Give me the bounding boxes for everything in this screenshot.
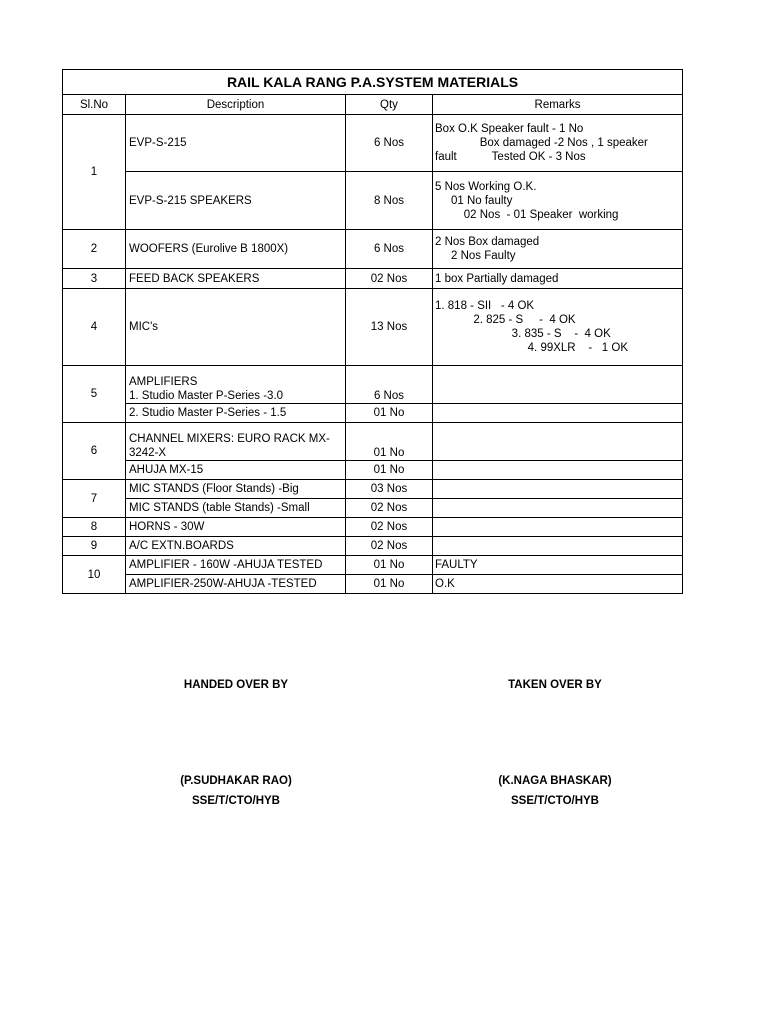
table-row (63, 518, 683, 537)
description-line: AMPLIFIERS (129, 376, 198, 388)
remarks (433, 461, 683, 480)
table-row (63, 230, 683, 269)
remark-line: 01 No faulty (435, 194, 513, 207)
remarks (433, 289, 683, 366)
header-description: Description (126, 95, 346, 115)
header-row (63, 95, 683, 115)
materials-table (62, 69, 683, 594)
table-row (63, 172, 683, 230)
remarks (433, 575, 683, 594)
description: WOOFERS (Eurolive B 1800X) (126, 230, 346, 269)
sl-no: 8 (63, 518, 126, 537)
description: AHUJA MX-15 (126, 461, 346, 480)
qty: 01 No (346, 423, 433, 461)
qty: 02 Nos (346, 537, 433, 556)
remarks (433, 480, 683, 499)
remark-line: 2 Nos Faulty (435, 250, 516, 262)
remark-line: Box damaged -2 Nos , 1 speaker (435, 137, 648, 149)
remarks (433, 404, 683, 423)
sl-no: 5 (63, 366, 126, 423)
header-qty: Qty (346, 95, 433, 115)
remark-line: 4. 99XLR - 1 OK (435, 342, 629, 354)
handed-over-name: (P.SUDHAKAR RAO) (180, 775, 292, 787)
remark-line: O.K (435, 578, 455, 590)
table-row (63, 575, 683, 594)
description: EVP-S-215 SPEAKERS (126, 172, 346, 230)
description: AMPLIFIER - 160W -AHUJA TESTED (126, 556, 346, 575)
remark-line: Box O.K Speaker fault - 1 No (435, 123, 584, 135)
description: EVP-S-215 (126, 115, 346, 172)
qty: 01 No (346, 461, 433, 480)
table-row (63, 537, 683, 556)
remarks (433, 366, 683, 404)
remarks (433, 269, 683, 289)
table-row (63, 404, 683, 423)
table-row (63, 269, 683, 289)
qty: 01 No (346, 556, 433, 575)
remark-line: 5 Nos Working O.K. (435, 180, 537, 193)
qty: 6 Nos (346, 115, 433, 172)
remarks (433, 423, 683, 461)
sl-no: 2 (63, 230, 126, 269)
taken-over-name: (K.NAGA BHASKAR) (498, 775, 612, 787)
remark-line: FAULTY (435, 559, 478, 571)
remarks (433, 230, 683, 269)
remarks (433, 537, 683, 556)
description (126, 366, 346, 404)
table-row (63, 289, 683, 366)
description: 2. Studio Master P-Series - 1.5 (126, 404, 346, 423)
qty: 6 Nos (346, 366, 433, 404)
handed-over-designation: SSE/T/CTO/HYB (192, 795, 280, 807)
qty: 6 Nos (346, 230, 433, 269)
sl-no: 10 (63, 556, 126, 594)
remark-line: fault Tested OK - 3 Nos (435, 151, 586, 163)
sl-no: 4 (63, 289, 126, 366)
remarks (433, 556, 683, 575)
handed-over-label: HANDED OVER BY (183, 679, 289, 691)
description: MIC STANDS (table Stands) -Small (126, 499, 346, 518)
remarks (433, 115, 683, 172)
table-row (63, 366, 683, 404)
table-row (63, 499, 683, 518)
qty: 01 No (346, 575, 433, 594)
table-row (63, 423, 683, 461)
description-line: 1. Studio Master P-Series -3.0 (129, 390, 284, 402)
taken-over-designation: SSE/T/CTO/HYB (511, 795, 599, 807)
description: A/C EXTN.BOARDS (126, 537, 346, 556)
remark-line: 02 Nos - 01 Speaker working (435, 208, 619, 221)
table-row (63, 480, 683, 499)
remarks (433, 172, 683, 230)
sl-no: 9 (63, 537, 126, 556)
description: FEED BACK SPEAKERS (126, 269, 346, 289)
header-slno: Sl.No (63, 95, 126, 115)
description-line: 3242-X (129, 447, 167, 459)
remark-line: 2. 825 - S - 4 OK (435, 314, 576, 326)
table-row (63, 115, 683, 172)
sl-no: 1 (63, 115, 126, 230)
description: HORNS - 30W (126, 518, 346, 537)
sl-no: 6 (63, 423, 126, 480)
taken-over-label: TAKEN OVER BY (508, 679, 602, 691)
header-remarks: Remarks (433, 95, 683, 115)
remarks (433, 518, 683, 537)
description-line: CHANNEL MIXERS: EURO RACK MX- (129, 433, 330, 445)
table-row (63, 556, 683, 575)
remark-line: 1 box Partially damaged (435, 272, 559, 285)
sl-no: 7 (63, 480, 126, 518)
description: MIC's (126, 289, 346, 366)
qty: 8 Nos (346, 172, 433, 230)
remarks (433, 499, 683, 518)
sl-no: 3 (63, 269, 126, 289)
remark-line: 2 Nos Box damaged (435, 236, 540, 248)
title-row (63, 70, 683, 95)
document-title: RAIL KALA RANG P.A.SYSTEM MATERIALS (63, 70, 683, 95)
table-row (63, 461, 683, 480)
qty: 01 No (346, 404, 433, 423)
qty: 03 Nos (346, 480, 433, 499)
description: AMPLIFIER-250W-AHUJA -TESTED (126, 575, 346, 594)
qty: 02 Nos (346, 518, 433, 537)
qty: 02 Nos (346, 269, 433, 289)
description: MIC STANDS (Floor Stands) -Big (126, 480, 346, 499)
remark-line: 1. 818 - SII - 4 OK (435, 300, 535, 312)
qty: 02 Nos (346, 499, 433, 518)
description (126, 423, 346, 461)
qty: 13 Nos (346, 289, 433, 366)
remark-line: 3. 835 - S - 4 OK (435, 328, 611, 340)
